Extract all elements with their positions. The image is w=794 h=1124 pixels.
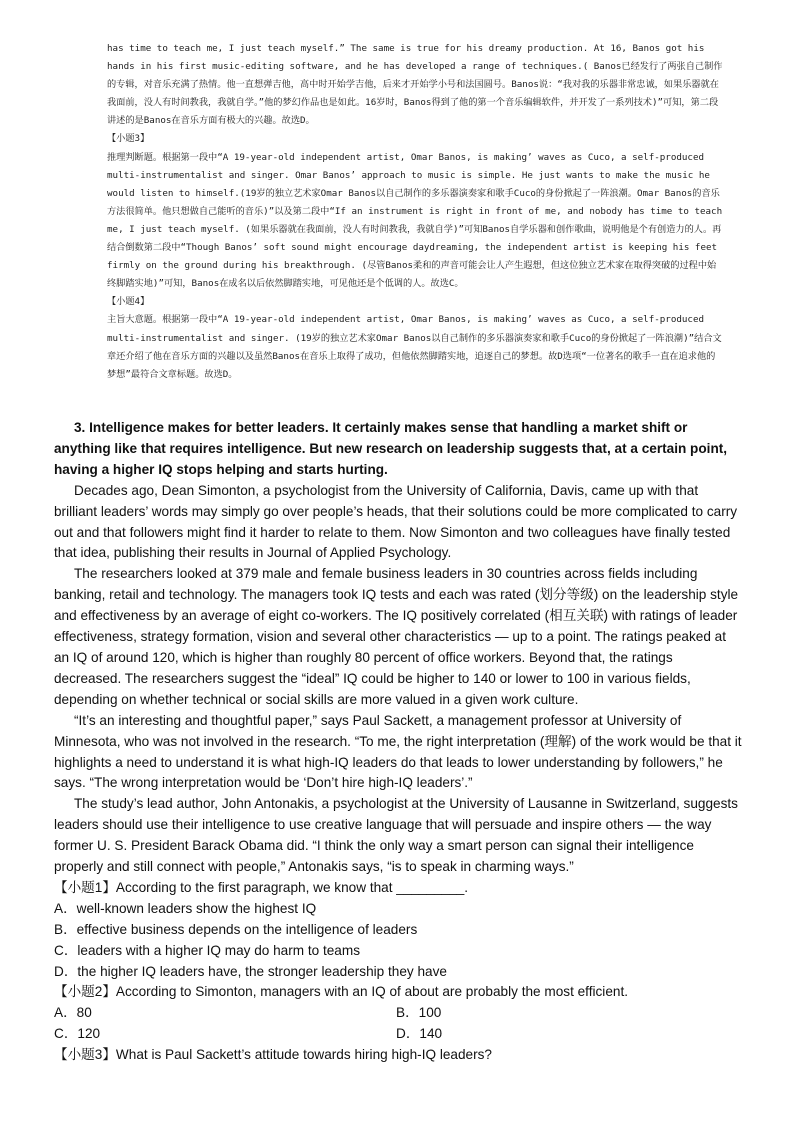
question-2-option-a: A．80 bbox=[54, 1005, 92, 1021]
question-3-stem: 【小题3】What is Paul Sackett’s attitude towards hiring high-IQ leaders? bbox=[54, 1047, 492, 1063]
question-1-option-b: B．effective business depends on the intelligence of leaders bbox=[54, 921, 418, 937]
explanation-text-q2: has time to teach me, I just teach myself.” The same is true for his dreamy production. At 16, Banos got his hands in his first music-editing software, and he has developed a range of techniques.( Banos已经发行了两张自己制作的专辑，对音乐充满了热情。他一直想弹吉他，高中时开始学吉他，后来才开始学小号和法国圆号。Banos说：“我对我的乐器非常忠诚，如果乐器就在我面前，没人有时间教我，我就自学。”他的梦幻作品也是如此。16岁时，Banos得到了他的第一个音乐编辑软件，并开发了一系列技术)”可知，第二段讲述的是Banos在音乐方面有极大的兴趣。故选D。 bbox=[107, 43, 723, 127]
question-1-option-a: A．well-known leaders show the highest IQ bbox=[54, 900, 317, 916]
question-1-stem: 【小题1】According to the first paragraph, we know that _________. bbox=[54, 879, 469, 895]
passage-paragraph: Decades ago, Dean Simonton, a psychologist from the University of California, Davis, came up with that brilliant leaders’ words may simply go over people’s heads, that their solutions could be more complicated to carry out and that followers might find it harder to relate to them. Now Simonton and two colleagues have finally tested that idea, publishing their results in Journal of Applied Psychology. bbox=[54, 482, 738, 561]
explanation-text-q3: 推理判断题。根据第一段中“A 19-year-old independent artist, Omar Banos, is making’ waves as Cuco, a self-produced multi-instrumentalist and singer. Omar Banos’ approach to music is simple. He just wants to make the music he would listen to himself.(19岁的独立艺术家Omar Banos以自己制作的多乐器演奏家和歌手Cuco的身份掀起了一阵浪潮。Omar Banos的音乐方法很简单。他只想做自己能听的音乐)”以及第二段中“If an instrument is right in front of me, and nobody has time to teach me, I just teach myself. (如果乐器就在我面前，没人有时间教我，我就自学)”可知Banos自学乐器和创作歌曲，说明他是个有创造力的人。再结合倒数第二段中“Though Banos’ soft sound might encourage daydreaming, the independent artist is keeping his feet firmly on the ground during his breakthrough. (尽管Banos柔和的声音可能会让人产生遐想，但这位独立艺术家在取得突破的过程中始终脚踏实地)”可知，Banos在成名以后依然脚踏实地，可见他还是个低调的人。故选C。 bbox=[107, 151, 723, 290]
reading-passage-section bbox=[54, 418, 742, 1066]
question-2-options-row-2 bbox=[54, 1024, 742, 1045]
passage-paragraph: The study’s lead author, John Antonakis, a psychologist at the University of Lausanne in Switzerland, suggests leaders should use their intelligence to use creative language that will persuade and inspire others — the way former U. S. President Barack Obama did. “I think the only way a smart person can signal their intelligence properly and still connect with people,” Antonakis says, “is to speak in charming ways.” bbox=[54, 796, 738, 875]
answer-label-q3: 【小题3】 bbox=[107, 133, 150, 145]
passage-paragraph: The researchers looked at 379 male and female business leaders in 30 countries across fields including banking, retail and technology. The managers took IQ tests and each was rated (划分等级) on the leadership style and effectiveness by an average of eight co-workers. The IQ positively correlated (相互关联) with ratings of leader effectiveness, strategy formation, vision and several other characteristics — up to a point. The ratings peaked at an IQ of around 120, which is higher than roughly 80 percent of office workers. Beyond that, the ratings decreased. The researchers suggest the “ideal” IQ could be higher to 140 or lower to 100 in various fields, depending on whether technical or social skills are more valued in a given work culture. bbox=[54, 566, 739, 707]
answer-label-q4: 【小题4】 bbox=[107, 296, 150, 308]
question-2-option-d: D．140 bbox=[396, 1026, 443, 1042]
question-2-option-b: B．100 bbox=[396, 1005, 442, 1021]
answer-explanation-section bbox=[107, 40, 723, 384]
question-2-stem: 【小题2】According to Simonton, managers with an IQ of about are probably the most efficient. bbox=[54, 984, 628, 1000]
question-1-option-d: D．the higher IQ leaders have, the stronger leadership they have bbox=[54, 963, 447, 979]
passage-paragraph: “It’s an interesting and thoughtful paper,” says Paul Sackett, a management professor at University of Minnesota, who was not involved in the research. “To me, the right interpretation (理解) of the work would be that it highlights a need to understand it is what high-IQ leaders do that leads to lower understanding by followers,” he says. “The wrong interpretation would be ‘Don’t hire high-IQ leaders’.” bbox=[54, 712, 742, 791]
question-2-options-row-1 bbox=[54, 1003, 742, 1024]
explanation-text-q4: 主旨大意题。根据第一段中“A 19-year-old independent artist, Omar Banos, is making’ waves as Cuco, a self-produced multi-instrumentalist and singer. (19岁的独立艺术家Omar Banos以自己制作的多乐器演奏家和歌手Cuco的身份掀起了一阵浪潮)”结合文章还介绍了他在音乐方面的兴趣以及虽然Banos在音乐上取得了成功，但他依然脚踏实地，追逐自己的梦想。故D选项“一位著名的歌手一直在追求他的梦想”最符合文章标题。故选D。 bbox=[107, 314, 722, 380]
question-2-option-c: C．120 bbox=[54, 1026, 101, 1042]
passage-heading: 3. Intelligence makes for better leaders. It certainly makes sense that handling a market shift or anything like that requires intelligence. But new research on leadership suggests that, at a certain point, having a higher IQ stops helping and starts hurting. bbox=[54, 420, 728, 477]
question-1-option-c: C．leaders with a higher IQ may do harm to teams bbox=[54, 942, 360, 958]
